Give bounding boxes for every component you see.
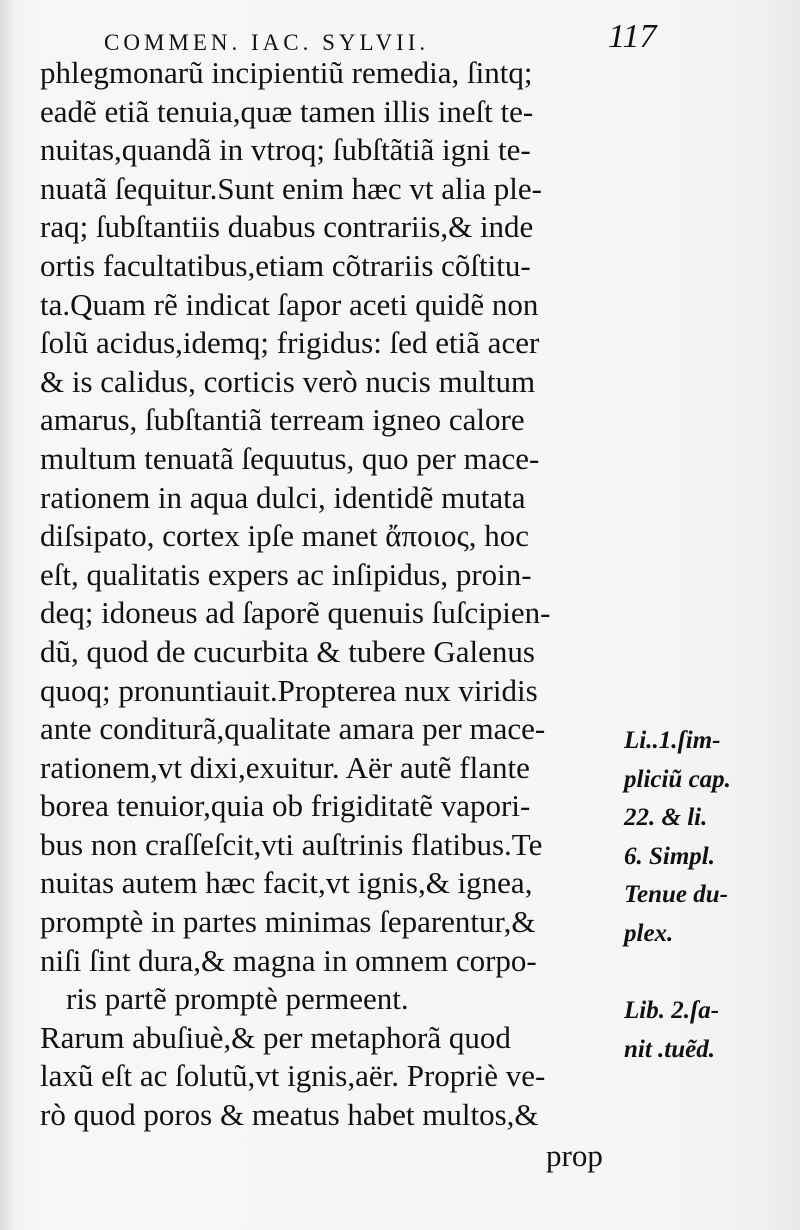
text-line: bus non craſſeſcit,vti auſtrinis flatibus.Te (40, 826, 543, 862)
text-line: ſolũ acidus,idemq; frigidus: ſed etiã acer (40, 325, 540, 361)
text-line: niſi ſint dura,& magna in omnem corpo- (40, 942, 537, 978)
marginal-note-line: 6. Simpl. (624, 842, 715, 870)
text-line: multum tenuatã ſequutus, quo per mace- (40, 440, 540, 476)
text-line: Rarum abuſiuè,& per metaphorã quod (40, 1019, 511, 1055)
page-header (0, 14, 800, 54)
text-line: borea tenuior,quia ob frigiditatẽ vapori- (40, 788, 531, 824)
marginal-note-line: Lib. 2.ſa- (624, 997, 720, 1025)
text-line: laxũ eſt ac ſolutũ,vt ignis,aër. Propriè ve- (40, 1058, 546, 1094)
marginal-note-line: pliciũ cap. (624, 765, 731, 793)
text-line: ris partẽ promptè permeent. (66, 981, 409, 1017)
text-line: nuatã ſequitur.Sunt enim hæc vt alia ple- (40, 170, 542, 206)
marginal-note-line: Li..1.ſim- (624, 727, 721, 754)
marginal-note-line: Tenue du- (624, 881, 728, 909)
marginal-note-line: plex. (624, 919, 674, 947)
text-line: deq; idoneus ad ſaporẽ quenuis ſuſcipien- (40, 595, 551, 631)
text-line: eadẽ etiã tenuia,quæ tamen illis ineſt te- (40, 93, 534, 129)
text-line: & is calidus, corticis verò nucis multum (40, 363, 536, 399)
catchword: prop (546, 1138, 603, 1173)
text-line: nuitas autem hæc facit,vt ignis,& ignea, (40, 865, 533, 901)
marginal-note-line: nit .tuẽd. (624, 1035, 715, 1063)
page-number: 117 (608, 18, 657, 55)
text-line: ortis facultatibus,etiam cõtrariis cõſtitu- (40, 247, 531, 283)
running-head: COMMEN. IAC. SYLVII. (104, 30, 430, 55)
text-line: amarus, ſubſtantiã terream igneo calore (40, 402, 525, 438)
text-line: ante conditurã,qualitate amara per mace- (40, 711, 546, 747)
text-line: nuitas,quandã in vtroq; ſubſtãtiã igni te- (40, 132, 531, 168)
text-line: diſsipato, cortex ipſe manet ἄποιος, hoc (40, 518, 529, 554)
text-line: dũ, quod de cucurbita & tubere Galenus (40, 633, 535, 669)
text-line: eſt, qualitatis expers ac inſipidus, proin- (40, 556, 532, 592)
marginal-note-line: 22. & li. (624, 804, 708, 832)
text-line: quoq; pronuntiauit.Propterea nux viridis (40, 672, 538, 708)
main-text-block (40, 54, 630, 1135)
text-line: ta.Quam rẽ indicat ſapor aceti quidẽ non (40, 286, 539, 322)
text-line: rò quod poros & meatus habet multos,& (40, 1097, 539, 1133)
text-line: rationem in aqua dulci, identidẽ mutata (40, 479, 526, 515)
text-line: rationem,vt dixi,exuitur. Aër autẽ flante (40, 749, 530, 785)
marginal-notes (624, 722, 800, 1069)
text-line: raq; ſubſtantiis duabus contrariis,& inde (40, 209, 534, 245)
text-line: promptè in partes minimas ſeparentur,& (40, 904, 536, 940)
text-line: phlegmonarũ incipientiũ remedia, ſintq; (40, 55, 533, 90)
